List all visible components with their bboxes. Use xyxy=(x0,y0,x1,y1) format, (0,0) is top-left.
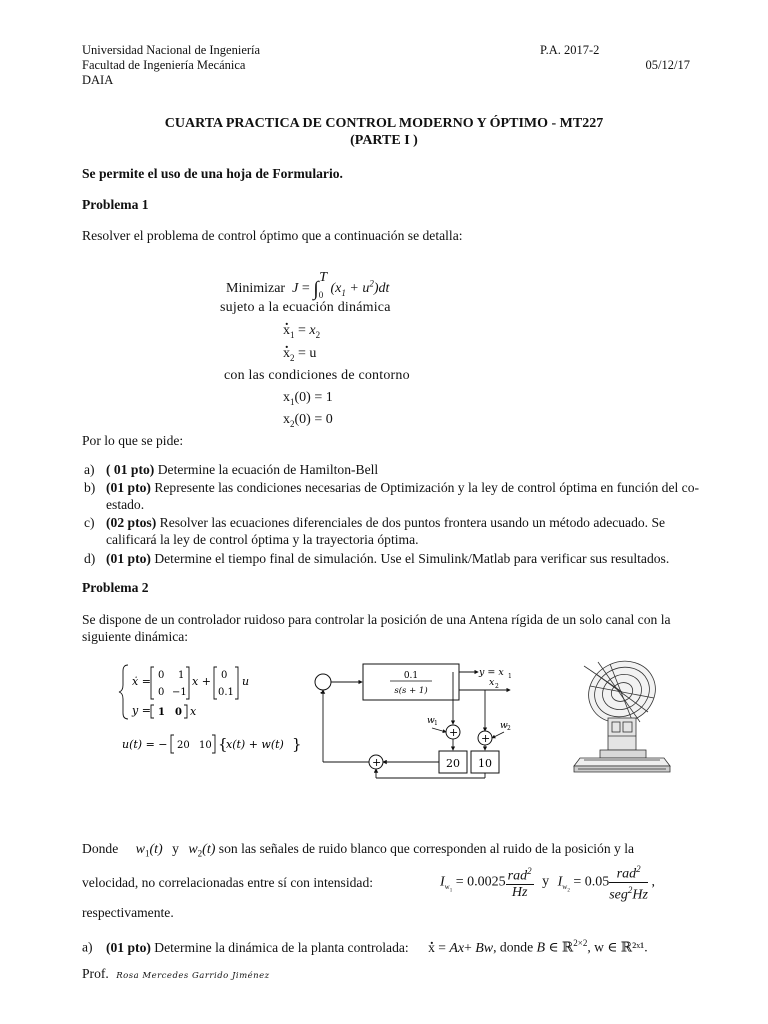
problem1-heading: Problema 1 xyxy=(82,197,149,212)
page-subtitle: (PARTE I ) xyxy=(350,133,418,148)
header-dept: DAIA xyxy=(82,73,114,87)
svg-text:20: 20 xyxy=(177,740,190,751)
svg-text:1: 1 xyxy=(434,720,438,727)
gain-20: 20 xyxy=(446,757,460,770)
block-diagram xyxy=(300,652,525,782)
svg-text:}: } xyxy=(292,735,302,753)
svg-text:−1: −1 xyxy=(172,687,187,698)
noise-w1: w xyxy=(427,716,435,726)
output-y: y = x xyxy=(479,667,504,678)
problem2-item-a: a) (01 pto) Determine la dinámica de la planta controlada: . x = Ax+ Bw, donde B ∈ ℝ$^{2\times 2}$, w ∈ ℝ²ˣ¹. xyxy=(82,935,702,957)
header-date: 05/12/17 xyxy=(645,58,690,72)
plant-denominator: s(s + 1) xyxy=(394,686,428,696)
antenna-illustration xyxy=(560,656,680,778)
svg-text:ẋ =: ẋ = xyxy=(132,675,151,688)
problem2-heading: Problema 2 xyxy=(82,580,149,595)
output-x2: x xyxy=(489,677,495,688)
svg-text:1: 1 xyxy=(158,707,165,718)
eq-x1dot: . $x_1 = x_2$ xyxy=(283,323,320,340)
eq-x2dot: . $x_2 = u$ xyxy=(283,346,316,363)
svg-text:x +: x + xyxy=(192,675,211,688)
svg-text:0.1: 0.1 xyxy=(218,687,234,698)
svg-text:1: 1 xyxy=(178,670,185,681)
svg-text:+: + xyxy=(372,756,382,769)
state-space-equations xyxy=(118,663,278,719)
svg-text:x(t) + w(t): x(t) + w(t) xyxy=(226,738,284,751)
svg-text:x: x xyxy=(190,705,197,718)
problem1-list: a) ( 01 pto) Determine la ecuación de Hamilton-Bell b) (01 pto) Represente las condiciones necesarias de Optimización y la ley de control óptima en función del co-estado. c) (02 ptos) Resolver las ecuaciones diferenciales de dos puntos frontera usando un método adecuado. Se calificará la ley de control óptima y la trayectoria óptima. d) (01 pto) Determine el tiempo final de simulación. Use el Simulink/Matlab para verificar sus resultados. xyxy=(84,462,700,566)
svg-text:1: 1 xyxy=(508,673,512,680)
minus-sign: - xyxy=(320,686,325,699)
svg-text:{: { xyxy=(218,735,228,753)
state-space-svg xyxy=(118,663,278,721)
svg-text:10: 10 xyxy=(199,740,212,751)
plant-numerator: 0.1 xyxy=(403,671,419,681)
asks: Por lo que se pide: xyxy=(82,433,184,448)
bc-x2: $x_2(0) = 0$ xyxy=(283,412,333,429)
svg-text:2: 2 xyxy=(507,725,511,732)
svg-text:0: 0 xyxy=(175,707,182,718)
svg-text:+: + xyxy=(449,726,459,739)
header-period: P.A. 2017-2 xyxy=(540,43,600,57)
svg-text:u(t) = −: u(t) = − xyxy=(122,738,168,751)
svg-text:0: 0 xyxy=(158,670,165,681)
cost-function: Minimizar $J = \int_0^T$ $(x_1 + u^2)dt$ xyxy=(226,270,390,300)
subject-to: sujeto a la ecuación dinámica xyxy=(220,300,391,315)
footer-prof: Prof. Rosa Mercedes Garrido Jiménez xyxy=(82,966,270,981)
respectively: respectivamente. xyxy=(82,905,174,920)
svg-text:0: 0 xyxy=(158,687,165,698)
svg-text:2: 2 xyxy=(495,683,499,690)
problem1-intro: Resolver el problema de control óptimo que a continuación se detalla: xyxy=(82,228,463,243)
svg-text:y =: y = xyxy=(132,704,151,717)
svg-text:+: + xyxy=(481,732,491,745)
page-title: CUARTA PRACTICA DE CONTROL MODERNO Y ÓPTIMO - MT227 xyxy=(164,116,604,131)
noise-w2: w xyxy=(500,721,508,731)
minimize-label: Minimizar xyxy=(226,281,286,296)
professor-signature: Rosa Mercedes Garrido Jiménez xyxy=(116,971,270,981)
velocity-text: velocidad, no correlacionadas entre sí con intensidad: xyxy=(82,875,374,890)
conditions-label: con las condiciones de contorno xyxy=(224,368,410,383)
problem2-intro: Se dispone de un controlador ruidoso para controlar la posición de una Antena rígida de un solo canal con la siguiente dinámica: xyxy=(82,612,671,644)
donde-line: Donde $w_1(t)$ y $w_2(t)$ son las señales de ruido blanco que corresponden al ruido de la posición y la xyxy=(82,841,635,859)
control-law xyxy=(122,733,302,755)
svg-text:0: 0 xyxy=(221,670,228,681)
notice: Se permite el uso de una hoja de Formulario. xyxy=(82,166,343,181)
intensity-w1: $I_{w_1} = 0.0025$ $\frac{rad^2}{Hz}$ y $I_{w_2} = 0.05$ $\frac{rad^2}{seg^2Hz}$ , xyxy=(440,864,655,903)
gain-10: 10 xyxy=(478,757,492,770)
bc-x1: $x_1(0) = 1$ xyxy=(283,390,333,407)
header-faculty: Facultad de Ingeniería Mecánica xyxy=(82,58,246,72)
svg-text:u: u xyxy=(242,675,250,688)
header-university: Universidad Nacional de Ingeniería xyxy=(82,43,261,57)
